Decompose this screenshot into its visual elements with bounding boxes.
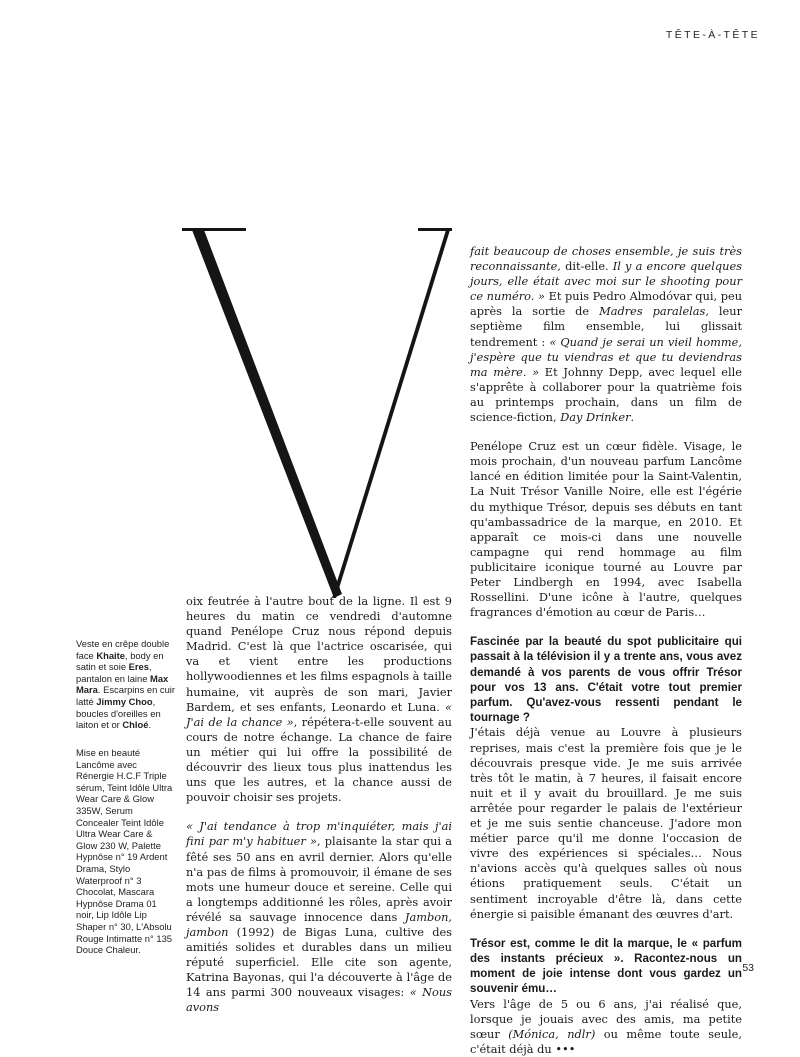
italic-run: « J'ai de la chance » <box>186 699 452 729</box>
text-run: , body en satin et soie <box>76 649 164 673</box>
interview-question: Fascinée par la beauté du spot publicitaire qui passait à la télévision il y a trente ans, vous avez demandé à vos parents de vous offrir Trésor pour vos 13 ans. C'était votre tout premier parfum. Qu'avez-vous ressenti pendant le tournage ? <box>470 635 742 725</box>
left-column <box>186 594 452 1016</box>
brand-name: Khaite <box>96 649 125 661</box>
text-run: . Escarpins en cuir latté <box>76 684 176 707</box>
section-rubric: TÊTE-À-TÊTE <box>665 29 760 41</box>
brand-name: Chloé <box>122 719 149 731</box>
interview-answer: J'étais déjà venue au Louvre à plusieurs reprises, mais c'est la première fois que je le découvrais presque vide. Je me suis arrivée très tôt le matin, à 7 heures, il faisait encore nuit et il y avait du brouillard. Je me suis arrêtée pour regarder le palais de l'extérieur et je me suis sentie chanceuse. J'adore mon métier parce qu'il me donne l'occasion de vivre des expériences si spéciales… Nous n'avions accès qu'à quelques salles où nous étions pratiquement seuls. C'était un sentiment incroyable d'être là, dans cette énergie si paisible émanant des œuvres d'art. <box>470 725 742 921</box>
text-run: (1992) de Bigas Luna, cultive des amitiés solides et durables dans un milieu réputé superficiel. Elle cite son agente, Katrina Bayonas, qui l'a découverte à l'âge de 14 ans parmi 300 nouveaux visages: <box>186 924 452 1000</box>
text-run: ou même toute seule, c'était déjà du <box>470 1026 742 1056</box>
brand-name: Eres <box>128 661 149 673</box>
dropcap-letter: V <box>182 160 183 161</box>
text-run: Veste en crêpe double face <box>76 638 170 661</box>
italic-run: « J'ai tendance à trop m'inquiéter, mais j'ai fini par m'y habituer » <box>186 819 452 849</box>
beauty-credits: Mise en beauté Lancôme avec Rénergie H.C.F Triple sérum, Teint Idôle Ultra Wear Care & Glow 335W, Serum Concealer Teint Idôle Ultra Wear Care & Glow 230 W, Palette Hypnôse n° 19 Ardent Drama, Stylo Waterproof n° 3 Chocolat, Mascara Hypnôse Drama 01 noir, Lip Idôle Lip Shaper n° 30, L'Absolu Rouge Intimatte n° 135 Douce Chaleur. <box>76 747 173 956</box>
italic-run: Madres paralelas, <box>599 304 709 319</box>
italic-run: Il y a encore quelques jours, elle était avec moi sur le shooting pour ce numéro. » <box>470 259 742 304</box>
dropcap-v-left-serif <box>182 228 246 231</box>
text-run: ••• <box>555 1041 576 1056</box>
text-run: oix feutrée à l'autre bout de la ligne. Il est 9 heures du matin ce vendredi d'automne quand Penélope Cruz nous répond depuis Madrid. C'est là que l'actrice oscarisée, qui va et vient entre les productions hollywoodiennes et les films espagnols à taille humaine, vit auprès de son mari, Javier Bardem, et ses enfants, Leonardo et Luna. <box>186 594 452 714</box>
text-run: , répétera-t-elle souvent au cours de notre échange. La chance de faire un métier qui lui offre la possibilité de découvrir des lieux tous plus inattendus les uns que les autres, et la chance aussi de pouvoir choisir ses projets. <box>186 714 452 805</box>
body-paragraph <box>186 819 452 1015</box>
text-run: Et puis Pedro Almodóvar qui, peu après la sortie de <box>470 289 742 319</box>
italic-run: Jambon, jambon <box>186 909 452 939</box>
text-run: , pantalon en laine <box>76 661 152 684</box>
intro-paragraph <box>186 594 452 805</box>
italic-run: « Nous avons <box>186 985 452 1015</box>
text-run: dit-elle. <box>560 259 613 274</box>
right-column <box>470 244 742 1057</box>
text-run: leur septième film ensemble, lui glissait tendrement : <box>470 304 742 349</box>
page-number: 53 <box>742 962 754 974</box>
italic-run: (Mónica, ndlr) <box>508 1026 596 1041</box>
body-paragraph: Penélope Cruz est un cœur fidèle. Visage, le mois prochain, d'un nouveau parfum Lancôme lancé en édition limitée pour la Saint-Valentin, La Nuit Trésor Vanille Noire, elle est l'égérie du mythique Trésor, depuis ses débuts en tant qu'ambassadrice de la marque, en 2010. Et apparaît ce mois-ci dans une nouvelle campagne qui rend hommage au film publicitaire iconique tourné au Louvre par Peter Lindbergh en 1994, avec Isabella Rossellini. D'une icône à l'autre, quelques fragrances d'émotion au cœur de Paris… <box>470 439 742 620</box>
brand-name: Jimmy Choo <box>96 695 153 707</box>
text-run: . <box>630 410 635 425</box>
brand-name: Max Mara <box>76 672 169 696</box>
text-run: . <box>148 719 152 731</box>
text-run: Vers l'âge de 5 ou 6 ans, j'ai réalisé que, lorsque je jouais avec des amis, ma petite sœur <box>470 996 742 1041</box>
body-paragraph <box>470 244 742 425</box>
interview-answer <box>470 997 742 1057</box>
dropcap-v-right-serif <box>418 228 452 231</box>
dropcap-v-right-stroke <box>332 230 450 598</box>
text-run: Et Johnny Depp, avec lequel elle s'apprête à collaborer pour la quatrième fois au printemps prochain, dans un film de science-fiction, <box>470 364 742 425</box>
fashion-credits <box>76 638 176 731</box>
text-run: , plaisante la star qui a fêté ses 50 ans en avril dernier. Alors qu'elle n'a pas de films à promouvoir, il émane de ses mots une humeur douce et sereine. Celle qui a longtemps additionné les rôles, après avoir révélé sa sauvage innocence dans <box>186 834 452 924</box>
interview-question: Trésor est, comme le dit la marque, le « parfum des instants précieux ». Racontez-nous un moment de joie intense dont vous gardez un souvenir ému… <box>470 936 742 996</box>
dropcap-v-left-stroke <box>186 230 342 598</box>
italic-run: Day Drinker <box>560 410 631 425</box>
text-run: , boucles d'oreilles en laiton et or <box>76 695 161 731</box>
dropcap-v <box>182 160 452 600</box>
italic-run: « Quand je serai un vieil homme, j'espère que tu viendras et que tu deviendras ma mère. » <box>470 334 742 379</box>
italic-run: fait beaucoup de choses ensemble, je suis très reconnaissante, <box>470 244 742 274</box>
